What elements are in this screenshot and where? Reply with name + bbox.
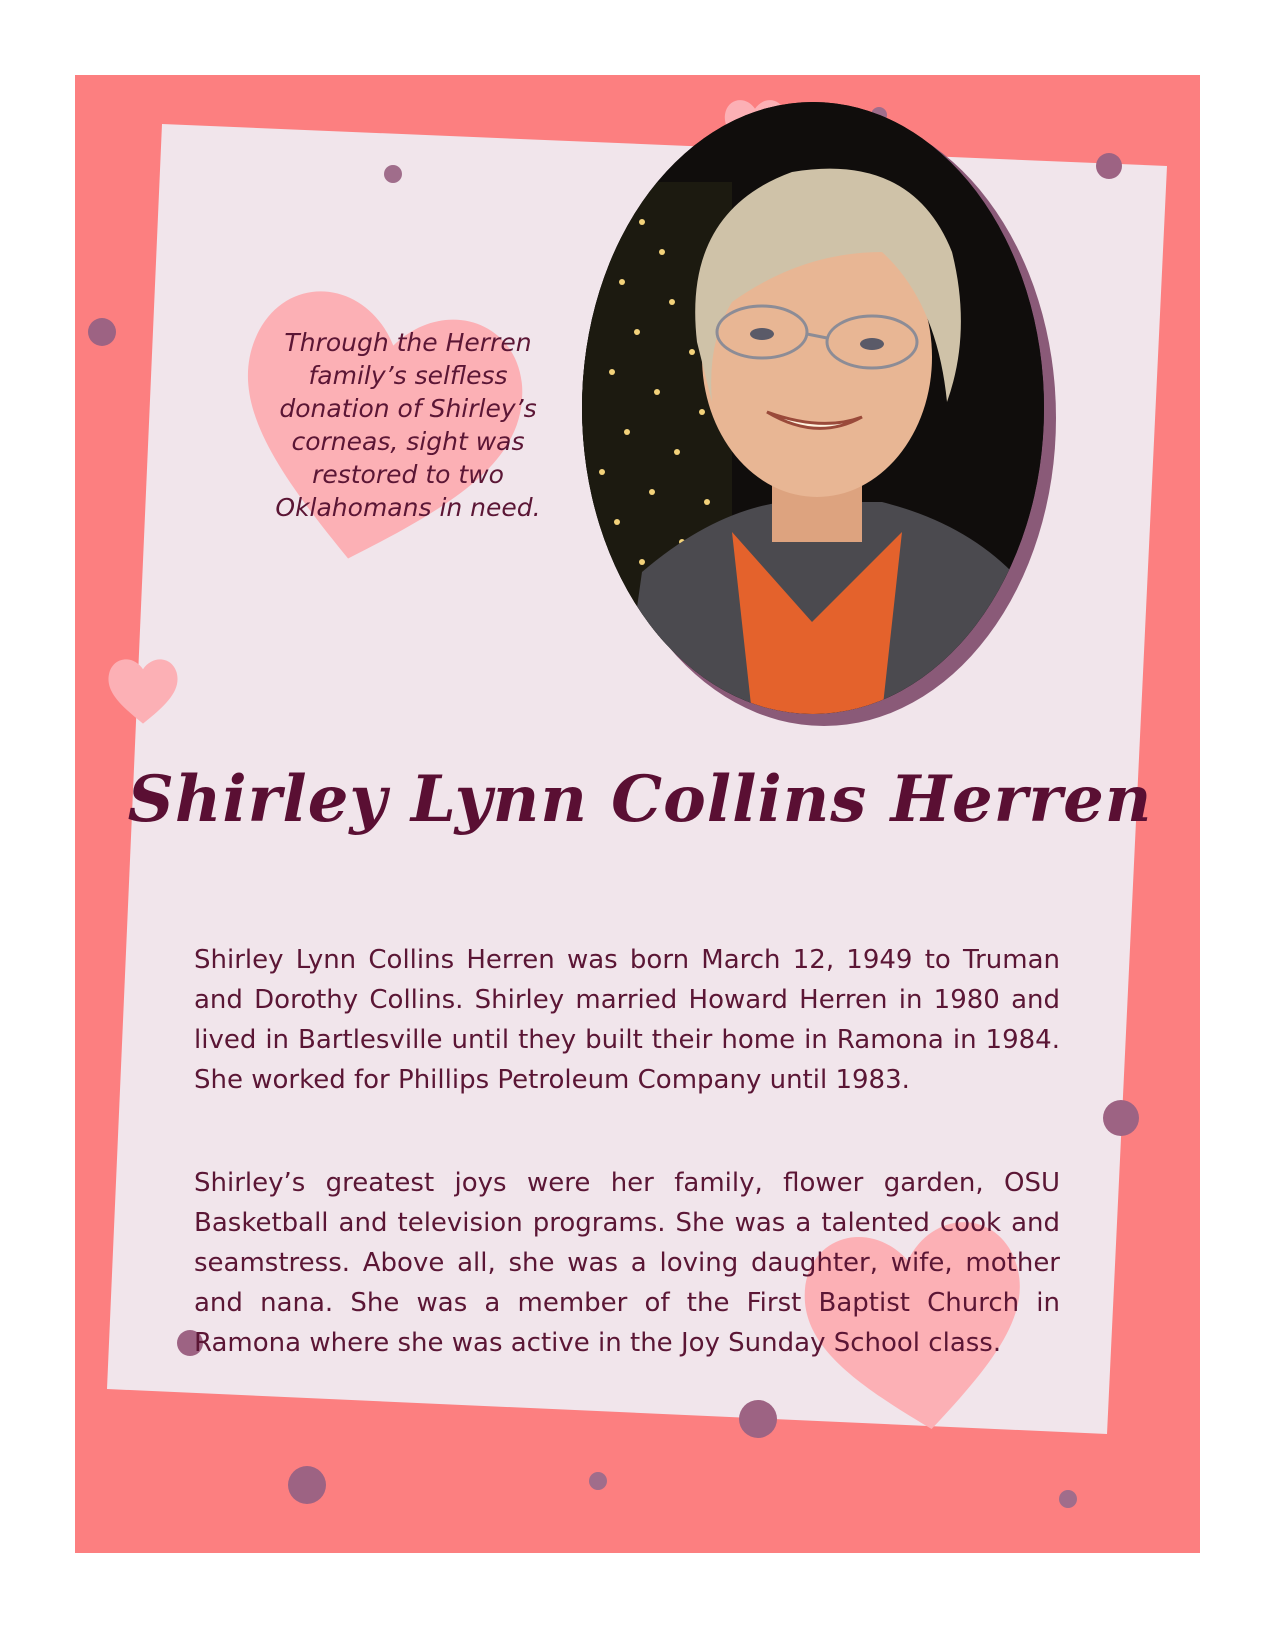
dot-icon <box>1096 153 1122 179</box>
dot-icon <box>384 165 402 183</box>
quote-text: Through the Herren family’s selfless donation of Shirley’s corneas, sight was restored to two Oklahomans in need. <box>275 328 541 522</box>
dot-icon <box>739 1400 777 1438</box>
dot-icon <box>1103 1100 1139 1136</box>
woman-portrait-icon <box>582 102 1044 714</box>
bio-paragraph-2: Shirley’s greatest joys were her family, flower garden, OSU Basketball and television programs. She was a talented cook and seamstress. Above all, she was a loving daughter, wife, mother and nana. She was a member of the First Baptist Church in Ramona where she was active in the Joy Sunday School class. <box>194 1168 1060 1358</box>
dot-icon <box>288 1466 326 1504</box>
dot-icon <box>589 1472 607 1490</box>
page-title: Shirley Lynn Collins Herren <box>127 762 1153 837</box>
dot-icon <box>1059 1490 1077 1508</box>
portrait-frame <box>582 102 1066 729</box>
dot-icon <box>88 318 116 346</box>
bio-paragraph-1: Shirley Lynn Collins Herren was born March 12, 1949 to Truman and Dorothy Collins. Shirley married Howard Herren in 1980 and lived in Bartlesville until they built their home in Ramona in 1984. She worked for Phillips Petroleum Company until 1983. <box>194 945 1060 1095</box>
portrait-photo <box>582 102 1044 714</box>
left-heart-icon <box>102 650 184 730</box>
